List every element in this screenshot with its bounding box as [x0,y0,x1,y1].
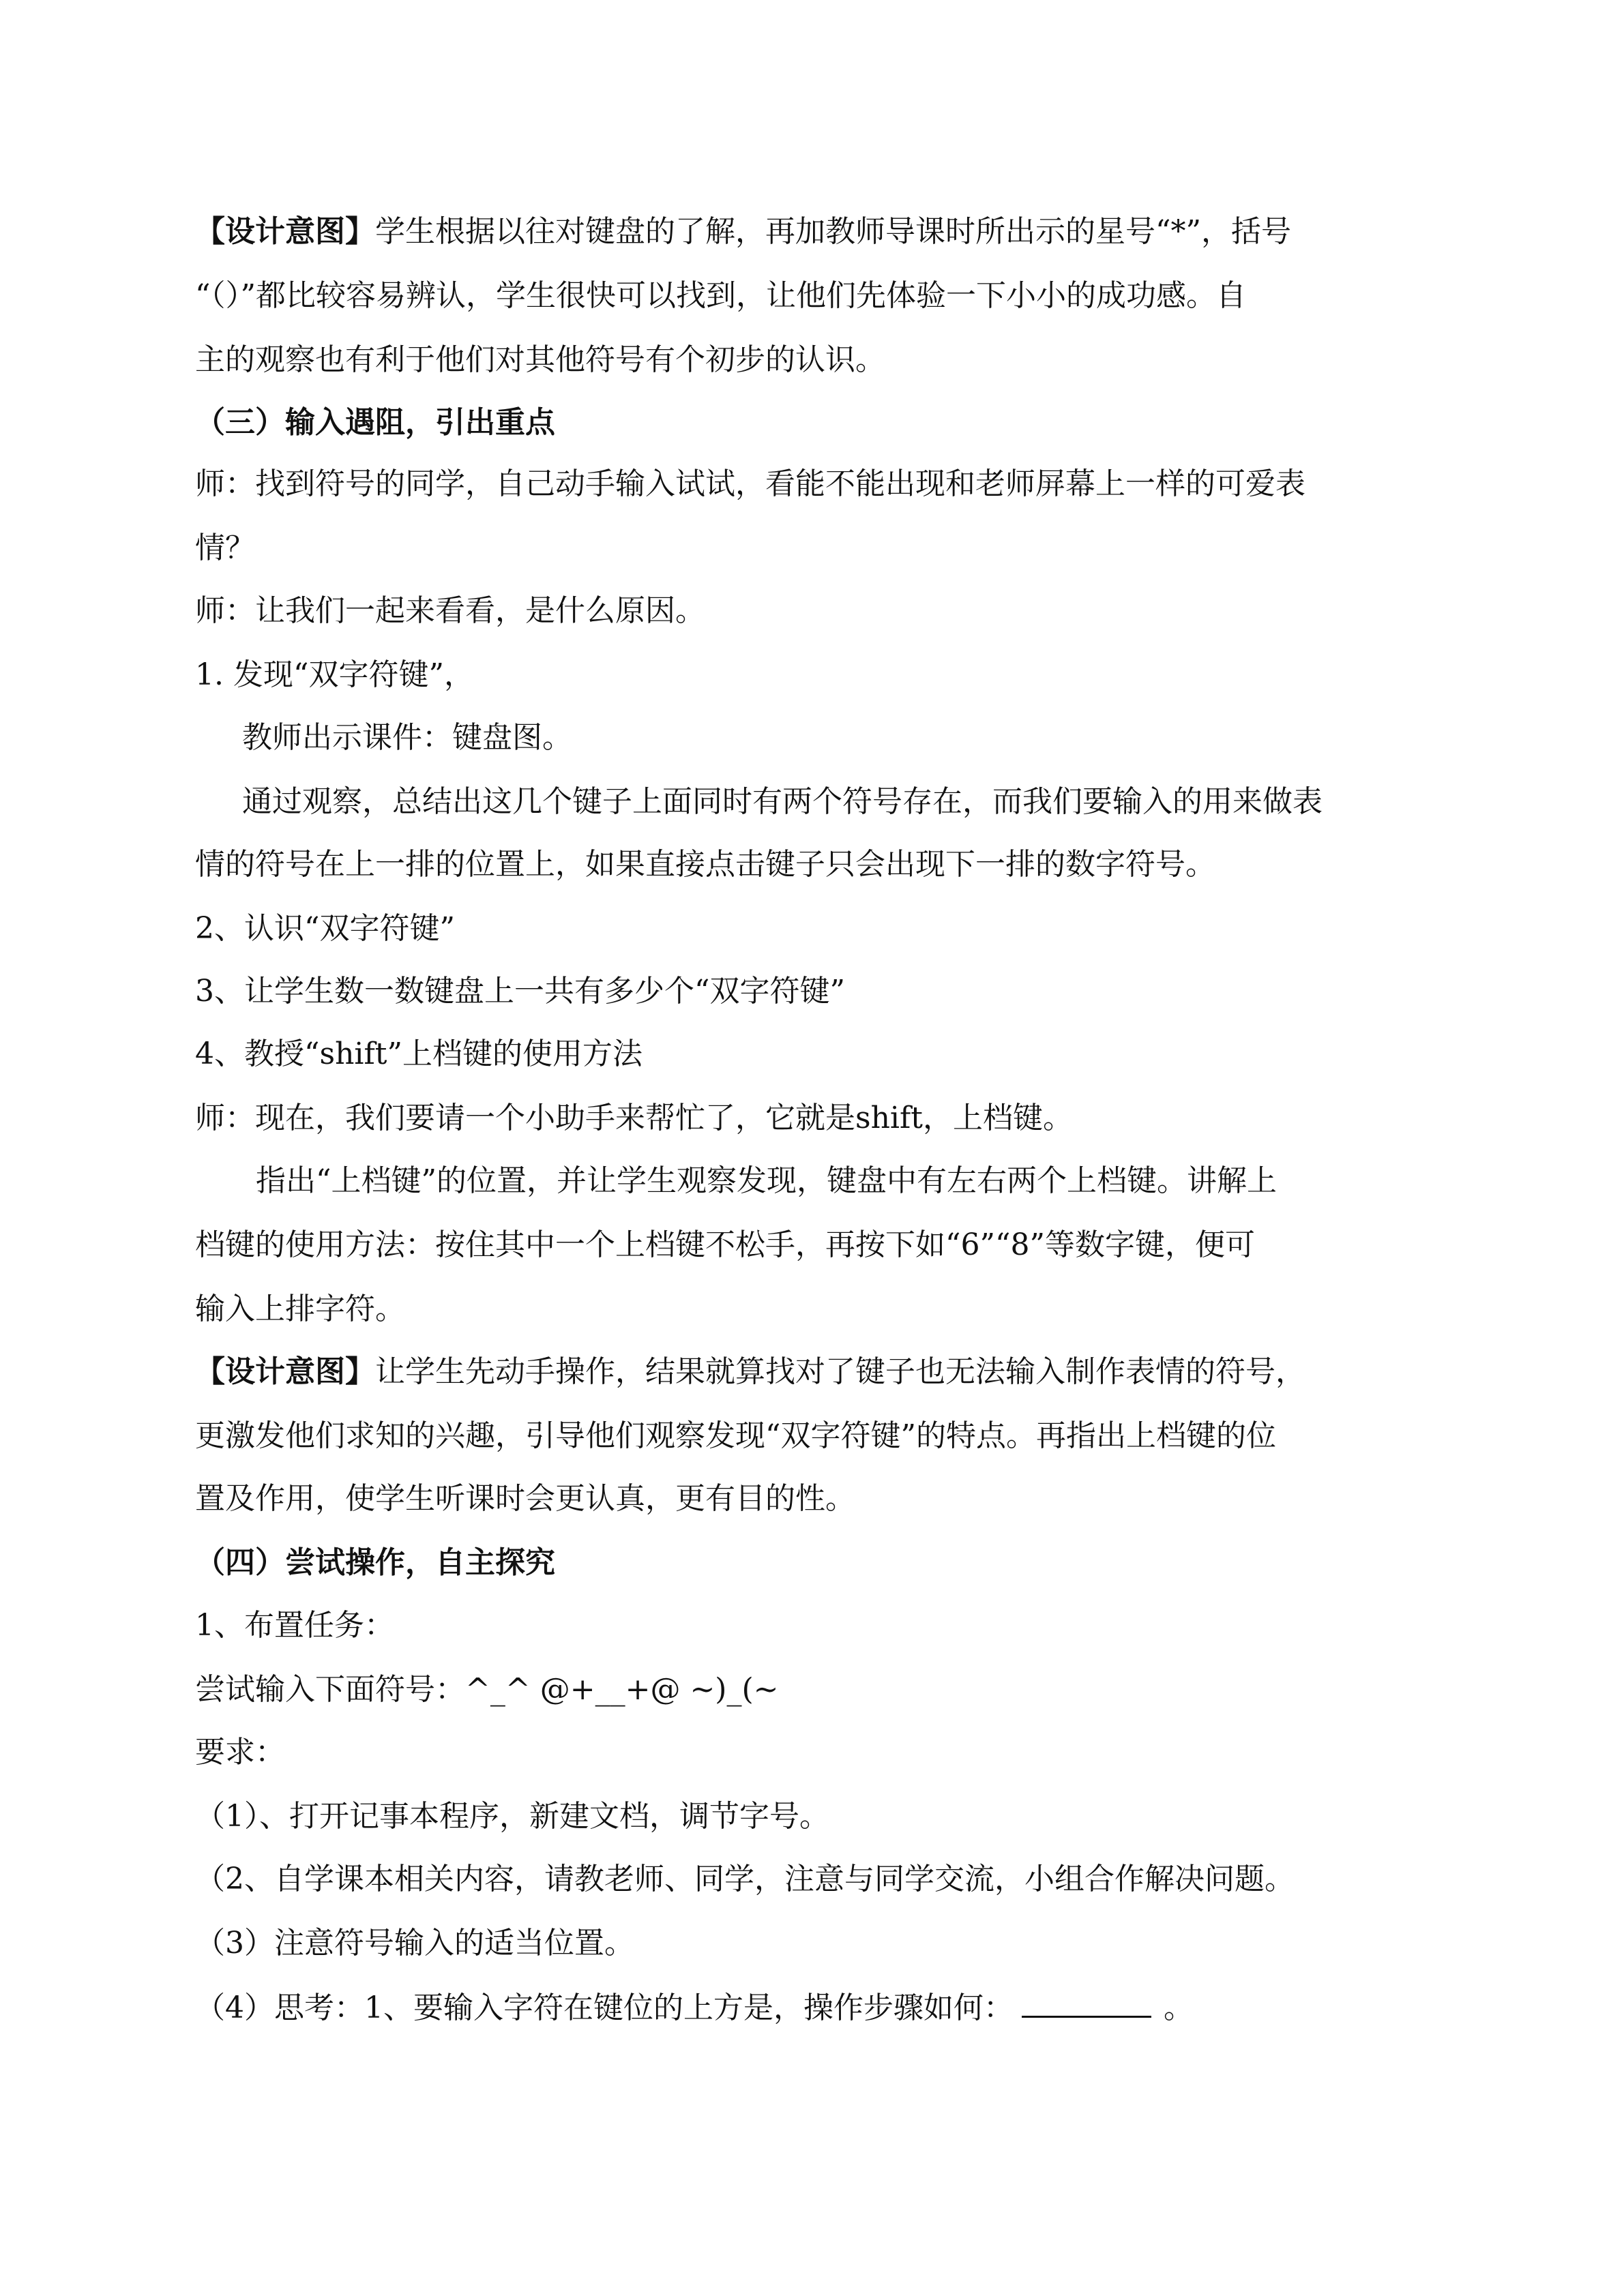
point-out-line-1: 指出“上档键”的位置，并让学生观察发现，键盘中有左右两个上档键。讲解上 [256,1163,1277,1198]
list-item-2: 2、认识“双字符键” [195,911,455,946]
design-intent-2-line-1: 【设计意图】让学生先动手操作，结果就算找对了键子也无法输入制作表情的符号， [195,1354,1305,1389]
point-out-line-3: 输入上排字符。 [195,1292,405,1326]
requirement-2: （2、自学课本相关内容，请教老师、同学，注意与同学交流，小组合作解决问题。 [195,1862,1295,1896]
design-intent-1-line-2: “（）”都比较容易辨认，学生很快可以找到，让他们先体验一下小小的成功感。自 [195,278,1246,313]
courseware-line: 教师出示课件：键盘图。 [242,720,572,755]
list-item-4: 4、教授“shift”上档键的使用方法 [195,1037,643,1071]
requirement-1: （1）、打开记事本程序，新建文档，调节字号。 [195,1799,829,1834]
design-intent-2-line-3: 置及作用，使学生听课时会更认真，更有目的性。 [195,1481,855,1516]
teacher-line-2: 师：让我们一起来看看，是什么原因。 [195,593,705,628]
observe-line-2: 情的符号在上一排的位置上，如果直接点击键子只会出现下一排的数字符号。 [195,847,1215,882]
fill-in-blank [1022,1986,1151,2018]
teacher-line-1a: 师：找到符号的同学，自己动手输入试试，看能不能出现和老师屏幕上一样的可爱表 [195,466,1305,501]
design-intent-tag: 【设计意图】 [195,214,375,249]
list-item-1: 1. 发现“双字符键”， [195,657,474,692]
requirement-4: （4）思考：1、要输入字符在键位的上方是，操作步骤如何： 。 [195,1986,1436,2027]
design-intent-2-line-2: 更激发他们求知的兴趣，引导他们观察发现“双字符键”的特点。再指出上档键的位 [195,1418,1276,1453]
requirements-label: 要求： [195,1735,285,1770]
design-intent-1-line-1: 【设计意图】学生根据以往对键盘的了解，再加教师导课时所出示的星号“*”，括号 [195,214,1291,249]
teacher-line-1b: 情？ [195,531,255,565]
observe-line-1: 通过观察，总结出这几个键子上面同时有两个符号存在，而我们要输入的用来做表 [242,784,1323,819]
section-heading-4: （四）尝试操作，自主探究 [195,1545,555,1580]
try-input-line: 尝试输入下面符号：^_^ @+__+@ ~)_(~ [195,1672,779,1707]
requirement-3: （3）注意符号输入的适当位置。 [195,1926,634,1960]
design-intent-tag: 【设计意图】 [195,1354,375,1389]
section-heading-3: （三）输入遇阻，引出重点 [195,405,555,440]
point-out-line-2: 档键的使用方法：按住其中一个上档键不松手，再按下如“6”“8”等数字键，便可 [195,1227,1255,1262]
list-item-3: 3、让学生数一数键盘上一共有多少个“双字符键” [195,974,845,1009]
design-intent-1-line-3: 主的观察也有利于他们对其他符号有个初步的认识。 [195,342,885,377]
teacher-line-3: 师：现在，我们要请一个小助手来帮忙了，它就是shift，上档键。 [195,1101,1073,1135]
task-line: 1、布置任务： [195,1608,394,1643]
